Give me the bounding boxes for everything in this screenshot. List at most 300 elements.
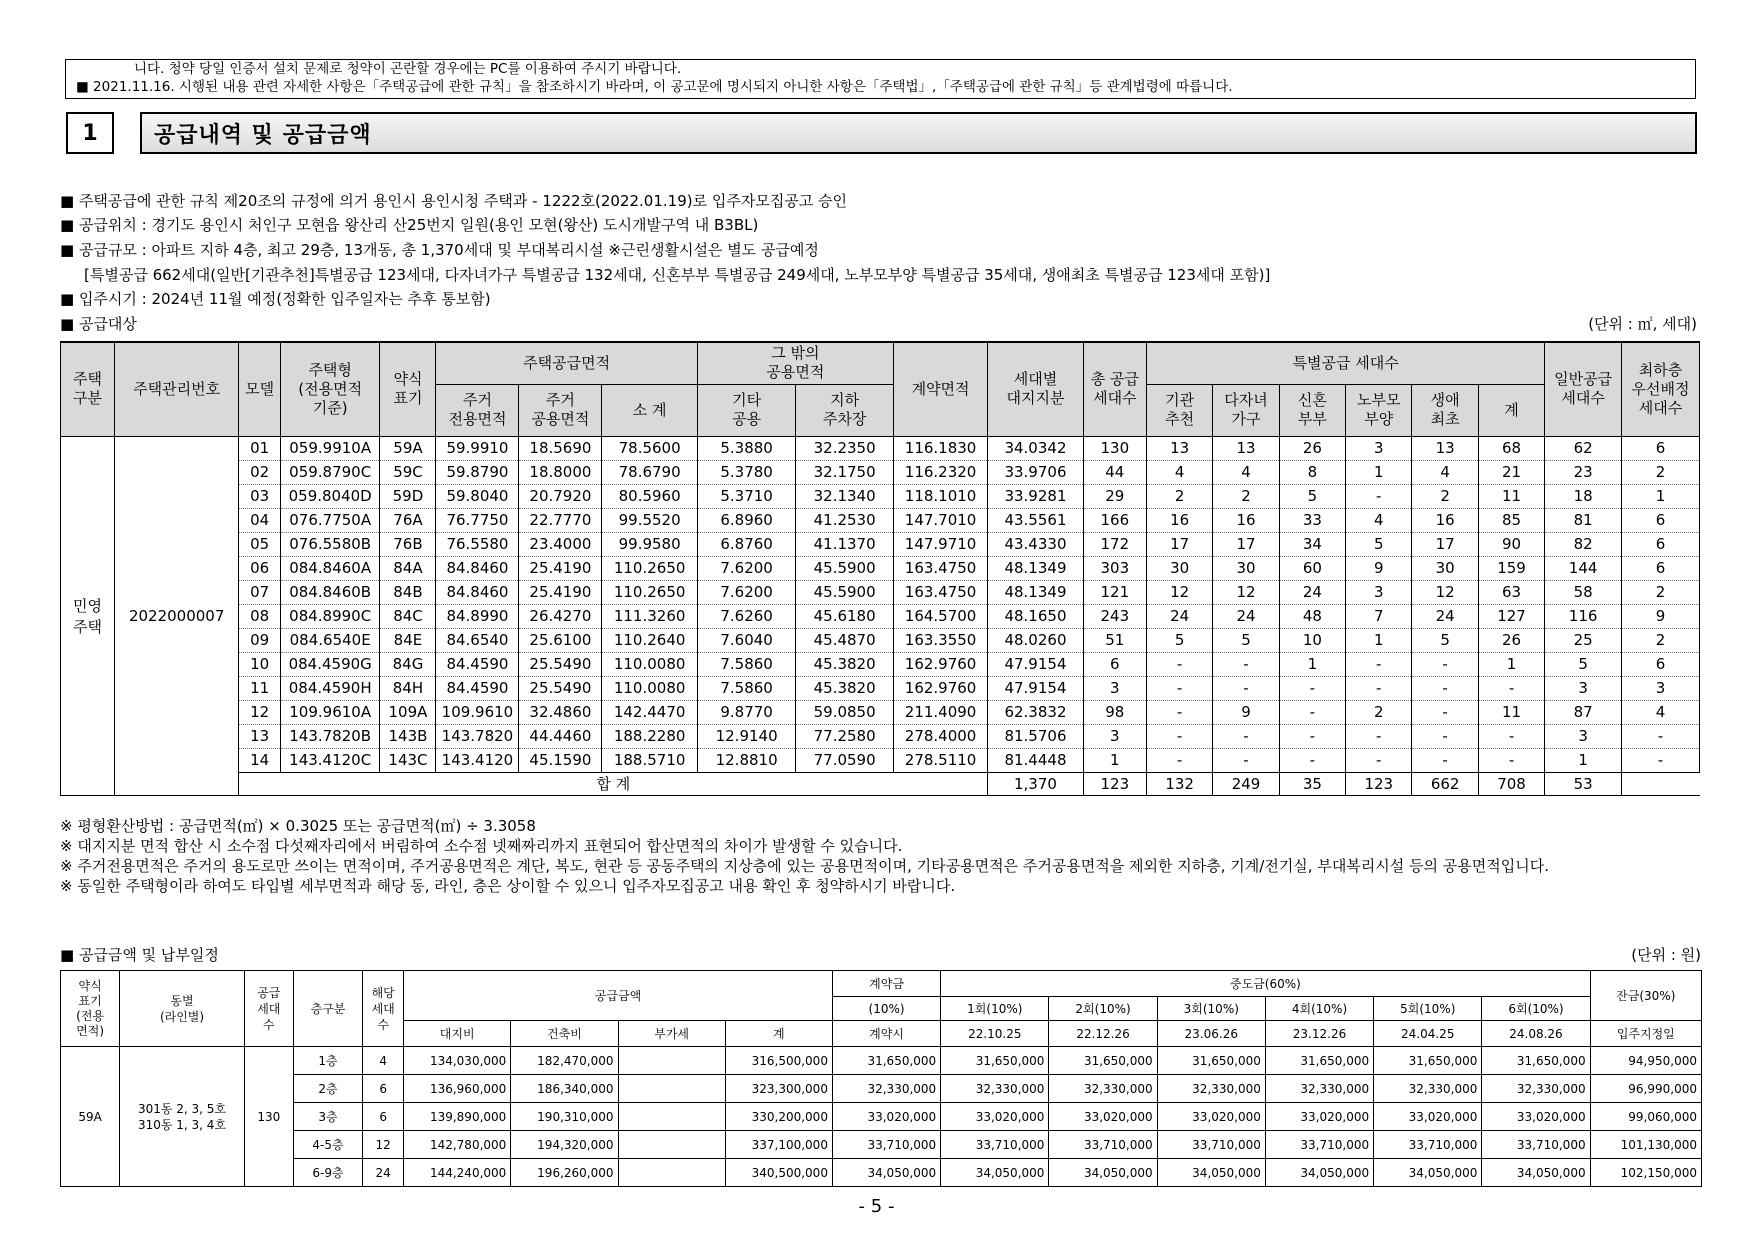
page-number: - 5 -	[858, 1196, 895, 1217]
table-cell: -	[1146, 700, 1212, 724]
table-cell: 5.3780	[697, 460, 796, 484]
table-cell: 143.7820B	[280, 724, 380, 748]
table-cell: 47.9154	[988, 652, 1083, 676]
table-cell: 2	[1622, 460, 1700, 484]
table-cell: 16	[1146, 508, 1212, 532]
table-row	[61, 652, 1700, 676]
table-cell: 99.5520	[602, 508, 697, 532]
dong-cell: 301동 2, 3, 5호 310동 1, 3, 4호	[120, 1047, 245, 1187]
table-cell: 12.8810	[697, 748, 796, 772]
table-cell: 09	[239, 628, 280, 652]
table-cell: 77.2580	[796, 724, 894, 748]
table-cell: 7.6040	[697, 628, 796, 652]
table-cell: 11	[239, 676, 280, 700]
section-number: 1	[66, 112, 114, 154]
table-cell: 163.3550	[893, 628, 987, 652]
table-cell: -	[1213, 724, 1279, 748]
table-cell: 33,710,000	[832, 1131, 940, 1159]
table-cell: 81.4448	[988, 748, 1083, 772]
table-cell: -	[1346, 748, 1412, 772]
table-cell: 102,150,000	[1590, 1159, 1701, 1187]
table-cell: 34,050,000	[941, 1159, 1049, 1187]
table-cell: 68	[1478, 436, 1544, 460]
table-cell: 110.0080	[602, 652, 697, 676]
th-sp-first: 생애 최초	[1412, 384, 1478, 436]
table-cell: 6	[1622, 556, 1700, 580]
table-cell: 182,470,000	[511, 1047, 618, 1075]
table-cell: 32,330,000	[832, 1075, 940, 1103]
table-cell: 163.4750	[893, 556, 987, 580]
mgmt-number-cell: 2022000007	[114, 436, 238, 795]
notice-box	[65, 59, 1696, 99]
table-cell: 76A	[380, 508, 436, 532]
price-table	[60, 970, 1702, 1187]
table-cell: 12	[1213, 580, 1279, 604]
total-cell: 123	[1346, 772, 1412, 795]
table-cell: 084.4590H	[280, 676, 380, 700]
th-p-floor-units: 해당 세대 수	[363, 971, 404, 1047]
table-cell: 78.5600	[602, 436, 697, 460]
table-cell: 2	[1622, 580, 1700, 604]
total-cell: 662	[1412, 772, 1478, 795]
th-p-balance-when: 입주지정일	[1590, 1021, 1701, 1047]
th-p-middle: 중도금(60%)	[941, 971, 1590, 997]
th-installment: 2회(10%)	[1049, 997, 1157, 1021]
th-p-abbr: 약식 표기 (전용 면적)	[61, 971, 120, 1047]
table-cell: 25.4190	[519, 580, 602, 604]
table-cell: 10	[239, 652, 280, 676]
table-cell: 76.5580	[436, 532, 519, 556]
table-cell: 87	[1545, 700, 1622, 724]
table-cell: 62	[1545, 436, 1622, 460]
table-cell: -	[1213, 652, 1279, 676]
th-p-balance: 잔금(30%)	[1590, 971, 1701, 1021]
table-cell: 7.5860	[697, 652, 796, 676]
table-cell	[618, 1047, 725, 1075]
th-other-common: 기타 공용	[697, 384, 796, 436]
table-cell: 25.5490	[519, 676, 602, 700]
table-cell: 33,710,000	[1374, 1131, 1482, 1159]
th-mgmt-no: 주택관리번호	[114, 342, 238, 436]
table-cell: 084.8460A	[280, 556, 380, 580]
table-cell: 34,050,000	[1265, 1159, 1373, 1187]
table-cell: 18	[1545, 484, 1622, 508]
table-cell: 98	[1083, 700, 1146, 724]
table-cell: 32,330,000	[941, 1075, 1049, 1103]
table-cell: 43.5561	[988, 508, 1083, 532]
th-area-group: 주택공급면적	[436, 342, 697, 384]
th-model: 모델	[239, 342, 280, 436]
table-cell: 33,710,000	[1482, 1131, 1590, 1159]
table-cell: 162.9760	[893, 676, 987, 700]
table-cell: -	[1346, 652, 1412, 676]
table-row	[61, 1131, 1702, 1159]
table-cell: 18.5690	[519, 436, 602, 460]
table-cell: 12.9140	[697, 724, 796, 748]
table-cell: 111.3260	[602, 604, 697, 628]
table-cell: -	[1346, 724, 1412, 748]
table-cell: 7.6200	[697, 556, 796, 580]
table-cell: 101,130,000	[1590, 1131, 1701, 1159]
table-cell: 17	[1146, 532, 1212, 556]
table-cell: 24	[1146, 604, 1212, 628]
table-cell: 190,310,000	[511, 1103, 618, 1131]
table-cell: 45.6180	[796, 604, 894, 628]
table-cell: 303	[1083, 556, 1146, 580]
table-cell: 33,710,000	[941, 1131, 1049, 1159]
table-cell: 7.6260	[697, 604, 796, 628]
table-cell: 84B	[380, 580, 436, 604]
table-cell: 144	[1545, 556, 1622, 580]
table-cell: 7.5860	[697, 676, 796, 700]
notice-line-1: 니다. 청약 당일 인증서 설치 문제로 청약이 곤란할 경우에는 PC를 이용하여 주시기 바랍니다.	[134, 61, 682, 77]
table-cell: 116.2320	[893, 460, 987, 484]
table-cell: 1	[1545, 748, 1622, 772]
table-cell: 12	[1146, 580, 1212, 604]
table-row	[61, 700, 1700, 724]
table-cell: 59.8040	[436, 484, 519, 508]
table-cell: 33,020,000	[1157, 1103, 1265, 1131]
table-cell: 24	[363, 1159, 404, 1187]
table-cell: 84.8460	[436, 556, 519, 580]
table-cell: -	[1279, 676, 1345, 700]
table-cell: 4	[1346, 508, 1412, 532]
table-cell: -	[1478, 748, 1544, 772]
table-cell: 84.8460	[436, 580, 519, 604]
table-cell: 33,020,000	[1049, 1103, 1157, 1131]
table-cell: 10	[1279, 628, 1345, 652]
note-item: ※ 동일한 주택형이라 하여도 타입별 세부면적과 해당 동, 라인, 층은 상이할 수 있으니 입주자모집공고 내용 확인 후 청약하시기 바랍니다.	[60, 877, 956, 895]
table-cell: 29	[1083, 484, 1146, 508]
table-cell: 34	[1279, 532, 1345, 556]
table-cell: 109.9610	[436, 700, 519, 724]
table-cell: 32,330,000	[1374, 1075, 1482, 1103]
table-cell: 25	[1545, 628, 1622, 652]
table-cell: 33,020,000	[941, 1103, 1049, 1131]
table-cell: 32,330,000	[1265, 1075, 1373, 1103]
bullet-scale-detail: [특별공급 662세대(일반[기관추천]특별공급 123세대, 다자녀가구 특별공급 132세대, 신혼부부 특별공급 249세대, 노부모부양 특별공급 35세대, 생애최초 특별공급 123세대 포함)]	[84, 266, 1271, 284]
table-cell: 32,330,000	[1482, 1075, 1590, 1103]
th-subtotal: 소 계	[602, 384, 697, 436]
table-cell: 01	[239, 436, 280, 460]
table-cell: 31,650,000	[1157, 1047, 1265, 1075]
table-cell: 96,990,000	[1590, 1075, 1701, 1103]
table-cell: 4	[1622, 700, 1700, 724]
table-cell: 34,050,000	[1482, 1159, 1590, 1187]
table-cell: 118.1010	[893, 484, 987, 508]
table-cell: 59A	[380, 436, 436, 460]
table-cell: 139,890,000	[404, 1103, 511, 1131]
table-cell: 2	[1346, 700, 1412, 724]
table-cell: 9	[1213, 700, 1279, 724]
abbr-cell: 59A	[61, 1047, 120, 1187]
table-cell: 2층	[293, 1075, 362, 1103]
th-other-group: 그 밖의 공용면적	[697, 342, 893, 384]
table-cell: 084.6540E	[280, 628, 380, 652]
table-cell: 32,330,000	[1049, 1075, 1157, 1103]
table-cell: 2	[1213, 484, 1279, 508]
table-cell: 4	[1213, 460, 1279, 484]
table-cell: 9.8770	[697, 700, 796, 724]
table-cell: 34,050,000	[1374, 1159, 1482, 1187]
table-cell: 84.4590	[436, 652, 519, 676]
table-cell: 6	[363, 1075, 404, 1103]
table-cell: 13	[1412, 436, 1478, 460]
th-land-share: 세대별 대지지분	[988, 342, 1083, 436]
table-cell: 33,710,000	[1265, 1131, 1373, 1159]
bullet-scale: ■ 공급규모 : 아파트 지하 4층, 최고 29층, 13개동, 총 1,370세대 및 부대복리시설 ※근린생활시설은 별도 공급예정	[60, 241, 819, 259]
table-cell: 48.1650	[988, 604, 1083, 628]
table-cell: 1	[1622, 484, 1700, 508]
table-cell: 24	[1279, 580, 1345, 604]
table-cell: 33,020,000	[1482, 1103, 1590, 1131]
table-cell: 110.2650	[602, 556, 697, 580]
table-cell: 59.0850	[796, 700, 894, 724]
table-cell: -	[1412, 724, 1478, 748]
total-cell: 249	[1213, 772, 1279, 795]
table-row	[61, 556, 1700, 580]
house-category-cell: 민영 주택	[61, 436, 115, 795]
table-cell: 24	[1412, 604, 1478, 628]
table-cell: 076.7750A	[280, 508, 380, 532]
table-cell: 17	[1213, 532, 1279, 556]
table-cell: 243	[1083, 604, 1146, 628]
th-p-floor: 층구분	[293, 971, 362, 1047]
table-cell: -	[1279, 748, 1345, 772]
table-cell: 17	[1412, 532, 1478, 556]
table-cell: 18.8000	[519, 460, 602, 484]
th-sp-multi: 다자녀 가구	[1213, 384, 1279, 436]
th-sp-inst: 기관 추천	[1146, 384, 1212, 436]
table-cell: 78.6790	[602, 460, 697, 484]
table-cell: 26	[1478, 628, 1544, 652]
table-cell: 143B	[380, 724, 436, 748]
th-p-deposit-pct: (10%)	[832, 997, 940, 1021]
table-cell: 337,100,000	[725, 1131, 832, 1159]
table-row	[61, 1103, 1702, 1131]
table-cell: 11	[1478, 484, 1544, 508]
th-installment-date: 23.12.26	[1265, 1021, 1373, 1047]
table-cell: 076.5580B	[280, 532, 380, 556]
table-cell: 85	[1478, 508, 1544, 532]
table-cell: 14	[239, 748, 280, 772]
table-cell: 172	[1083, 532, 1146, 556]
table-cell: 13	[1146, 436, 1212, 460]
table-cell: 5	[1146, 628, 1212, 652]
units-cell: 130	[244, 1047, 293, 1187]
table-cell: 30	[1146, 556, 1212, 580]
table-cell: 3	[1545, 724, 1622, 748]
table-cell: -	[1146, 748, 1212, 772]
notice-line-2: ■ 2021.11.16. 시행된 내용 관련 자세한 사항은「주택공급에 관한 규칙」을 참조하시기 바라며, 이 공고문에 명시되지 아니한 사항은「주택법」,「주택공급에 관한 규칙」등 관계법령에 따릅니다.	[76, 79, 1233, 95]
table-cell: 136,960,000	[404, 1075, 511, 1103]
th-installment: 4회(10%)	[1265, 997, 1373, 1021]
table-cell: 32.4860	[519, 700, 602, 724]
th-installment-date: 23.06.26	[1157, 1021, 1265, 1047]
table-cell: 43.4330	[988, 532, 1083, 556]
table-cell: 30	[1412, 556, 1478, 580]
th-installment: 6회(10%)	[1482, 997, 1590, 1021]
target-unit: (단위 : ㎡, 세대)	[1588, 315, 1697, 333]
th-contract-area: 계약면적	[893, 342, 987, 436]
table-cell: 31,650,000	[832, 1047, 940, 1075]
table-cell: 48.1349	[988, 580, 1083, 604]
supply-table	[60, 341, 1700, 796]
table-row	[61, 604, 1700, 628]
table-cell: 6.8760	[697, 532, 796, 556]
table-cell: 3	[1083, 724, 1146, 748]
table-row	[61, 532, 1700, 556]
table-cell: 81	[1545, 508, 1622, 532]
table-cell: 1층	[293, 1047, 362, 1075]
table-cell: 05	[239, 532, 280, 556]
table-cell: 5	[1279, 484, 1345, 508]
table-cell: 33,710,000	[1049, 1131, 1157, 1159]
th-installment-date: 22.10.25	[941, 1021, 1049, 1047]
table-cell: 59C	[380, 460, 436, 484]
table-cell: 26.4270	[519, 604, 602, 628]
table-cell: 109A	[380, 700, 436, 724]
table-cell: 34,050,000	[1049, 1159, 1157, 1187]
table-cell: 25.4190	[519, 556, 602, 580]
table-cell: 84C	[380, 604, 436, 628]
th-p-dong: 동별 (라인별)	[120, 971, 245, 1047]
price-table-body	[61, 1047, 1702, 1187]
table-cell: 31,650,000	[1049, 1047, 1157, 1075]
table-cell: 08	[239, 604, 280, 628]
table-cell: 3층	[293, 1103, 362, 1131]
table-cell: 5	[1545, 652, 1622, 676]
table-cell: 45.5900	[796, 580, 894, 604]
th-res-common: 주거 공용면적	[519, 384, 602, 436]
total-cell: 53	[1545, 772, 1622, 795]
table-cell: 44.4460	[519, 724, 602, 748]
table-cell: -	[1478, 676, 1544, 700]
table-cell: 24	[1213, 604, 1279, 628]
th-abbr: 약식 표기	[380, 342, 436, 436]
table-cell: 144,240,000	[404, 1159, 511, 1187]
table-cell: 16	[1412, 508, 1478, 532]
table-cell: 34,050,000	[1157, 1159, 1265, 1187]
table-cell: 84.6540	[436, 628, 519, 652]
th-installment: 1회(10%)	[941, 997, 1049, 1021]
table-cell: 159	[1478, 556, 1544, 580]
table-cell: 196,260,000	[511, 1159, 618, 1187]
table-cell: 45.3820	[796, 652, 894, 676]
total-label: 합 계	[239, 772, 988, 795]
table-cell: 127	[1478, 604, 1544, 628]
table-cell: 330,200,000	[725, 1103, 832, 1131]
th-special-group: 특별공급 세대수	[1146, 342, 1544, 384]
th-total-units: 총 공급 세대수	[1083, 342, 1146, 436]
table-cell: 16	[1213, 508, 1279, 532]
table-cell: 76.7750	[436, 508, 519, 532]
section-title: 공급내역 및 공급금액	[140, 112, 1697, 154]
table-cell: 4	[1146, 460, 1212, 484]
table-cell: 31,650,000	[1482, 1047, 1590, 1075]
table-cell: 2	[1622, 628, 1700, 652]
table-cell: 143.7820	[436, 724, 519, 748]
table-row	[61, 484, 1700, 508]
table-cell: 48.1349	[988, 556, 1083, 580]
table-cell: 41.1370	[796, 532, 894, 556]
table-cell: 34,050,000	[832, 1159, 940, 1187]
table-cell: -	[1412, 652, 1478, 676]
table-cell: 60	[1279, 556, 1345, 580]
th-installment-date: 22.12.26	[1049, 1021, 1157, 1047]
table-cell: 278.4000	[893, 724, 987, 748]
table-row	[61, 508, 1700, 532]
table-cell: 81.5706	[988, 724, 1083, 748]
price-unit: (단위 : 원)	[1631, 946, 1701, 964]
table-cell: 3	[1346, 436, 1412, 460]
table-cell: 3	[1545, 676, 1622, 700]
table-cell: 59D	[380, 484, 436, 508]
table-cell: 47.9154	[988, 676, 1083, 700]
total-cell: 123	[1083, 772, 1146, 795]
table-cell: 25.6100	[519, 628, 602, 652]
table-cell: 11	[1478, 700, 1544, 724]
bullet-target: ■ 공급대상	[60, 315, 137, 333]
table-cell: 48	[1279, 604, 1345, 628]
table-cell: 084.8460B	[280, 580, 380, 604]
th-p-price: 공급금액	[404, 971, 833, 1021]
th-parking: 지하 주차장	[796, 384, 894, 436]
table-cell: 25.5490	[519, 652, 602, 676]
table-cell: 6.8960	[697, 508, 796, 532]
table-cell: 166	[1083, 508, 1146, 532]
table-cell: 8	[1279, 460, 1345, 484]
table-cell: 33,710,000	[1157, 1131, 1265, 1159]
table-cell: -	[1213, 676, 1279, 700]
table-cell: 04	[239, 508, 280, 532]
table-cell: 33.9706	[988, 460, 1083, 484]
table-cell: 76B	[380, 532, 436, 556]
table-cell: -	[1346, 676, 1412, 700]
supply-table-body	[61, 436, 1700, 795]
table-cell: 84H	[380, 676, 436, 700]
table-cell: 4-5층	[293, 1131, 362, 1159]
th-sp-sum: 계	[1478, 384, 1544, 436]
table-row	[61, 1047, 1702, 1075]
table-cell: 147.7010	[893, 508, 987, 532]
table-cell: 1	[1346, 628, 1412, 652]
table-cell: 84G	[380, 652, 436, 676]
table-cell: 3	[1346, 580, 1412, 604]
table-cell: 084.4590G	[280, 652, 380, 676]
note-item: ※ 대지지분 면적 합산 시 소수점 다섯째자리에서 버림하여 소수점 넷째짜리까지 표현되어 합산면적의 차이가 발생할 수 있습니다.	[60, 837, 903, 855]
table-row	[61, 580, 1700, 604]
table-cell: 20.7920	[519, 484, 602, 508]
table-cell: 194,320,000	[511, 1131, 618, 1159]
table-cell: 82	[1545, 532, 1622, 556]
table-row	[61, 628, 1700, 652]
th-house-type: 주택형 (전용면적 기준)	[280, 342, 380, 436]
th-res-excl: 주거 전용면적	[436, 384, 519, 436]
table-cell	[618, 1075, 725, 1103]
table-cell: 059.9910A	[280, 436, 380, 460]
th-installment-date: 24.08.26	[1482, 1021, 1590, 1047]
table-cell: 059.8790C	[280, 460, 380, 484]
table-cell: 109.9610A	[280, 700, 380, 724]
table-cell	[618, 1103, 725, 1131]
table-cell: 6	[1083, 652, 1146, 676]
total-cell: 35	[1279, 772, 1345, 795]
table-row	[61, 676, 1700, 700]
table-cell: 4	[1412, 460, 1478, 484]
table-cell: -	[1146, 652, 1212, 676]
table-cell: 31,650,000	[1374, 1047, 1482, 1075]
